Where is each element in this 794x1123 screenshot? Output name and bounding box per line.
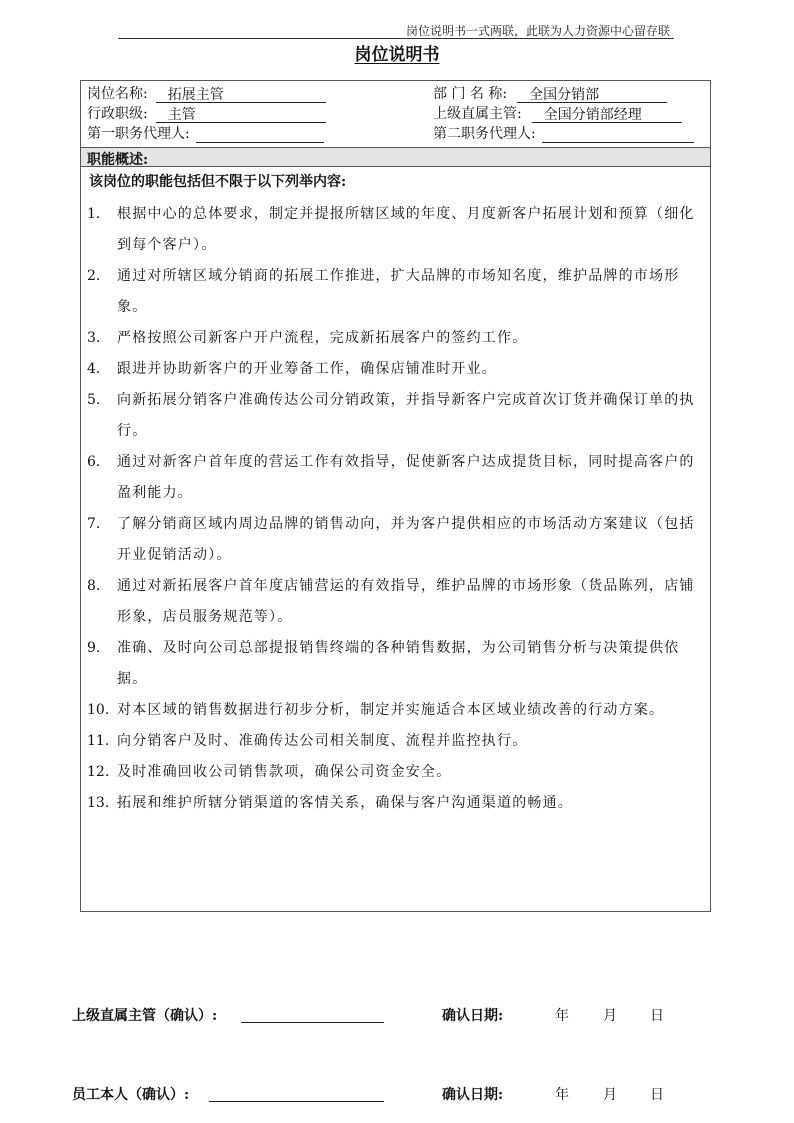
duty-number: 5.	[87, 392, 101, 408]
duty-number: 13.	[87, 795, 110, 811]
supervisor-row	[433, 105, 682, 123]
duty-text: 根据中心的总体要求，制定并提报所辖区域的年度、月度新客户拓展计划和预算（细化到每个客户）。	[117, 206, 695, 253]
duty-item	[87, 757, 705, 788]
header-rule	[118, 38, 674, 39]
duty-text: 严格按照公司新客户开户流程，完成新拓展客户的签约工作。	[117, 330, 528, 346]
employee-confirm-row	[72, 1084, 732, 1104]
duty-number: 6.	[87, 454, 101, 470]
document-title	[0, 40, 794, 65]
deputy2-row	[433, 125, 694, 143]
employee-signature-line[interactable]	[209, 1101, 384, 1102]
employee-confirm-label: 员工本人（确认）:	[72, 1087, 190, 1103]
supervisor-date-day: 日	[650, 1008, 664, 1024]
duty-number: 1.	[87, 206, 101, 222]
duties-section-label: 职能概述:	[87, 152, 149, 168]
duty-text: 向分销客户及时、准确传达公司相关制度、流程并监控执行。	[117, 733, 528, 749]
duty-item	[87, 788, 705, 819]
duty-item	[87, 385, 705, 447]
duty-item	[87, 447, 705, 509]
duty-text: 及时准确回收公司销售款项，确保公司资金安全。	[117, 764, 452, 780]
supervisor-confirm-row	[72, 1005, 732, 1025]
duty-text: 向新拓展分销客户准确传达公司分销政策，并指导新客户完成首次订货并确保订单的执行。	[117, 392, 695, 439]
duty-text: 拓展和维护所辖分销渠道的客情关系，确保与客户沟通渠道的畅通。	[117, 795, 573, 811]
position-name-field[interactable]: 拓展主管	[156, 87, 326, 103]
supervisor-date-label: 确认日期:	[442, 1008, 504, 1024]
employee-date-month: 月	[603, 1087, 617, 1103]
duty-text: 了解分销商区域内周边品牌的销售动向，并为客户提供相应的市场活动方案建议（包括开业促销活动）。	[117, 516, 695, 563]
document-title-text: 岗位说明书	[354, 45, 440, 65]
rank-row	[87, 105, 326, 123]
duty-number: 11.	[87, 733, 110, 749]
duty-item	[87, 261, 705, 323]
duty-item	[87, 509, 705, 571]
supervisor-date-year: 年	[555, 1008, 569, 1024]
duty-text: 通过对新拓展客户首年度店铺营运的有效指导，维护品牌的市场形象（货品陈列，店铺形象，店员服务规范等）。	[117, 578, 695, 625]
duty-item	[87, 323, 705, 354]
duty-number: 9.	[87, 640, 101, 656]
duties-list	[87, 199, 705, 819]
deputy1-row	[87, 125, 324, 143]
duty-number: 8.	[87, 578, 101, 594]
duty-number: 7.	[87, 516, 101, 532]
duties-section-header	[81, 147, 710, 167]
department-row	[433, 85, 667, 103]
header-note: 岗位说明书一式两联，此联为人力资源中心留存联	[406, 24, 671, 38]
rank-label: 行政职级:	[87, 106, 148, 122]
employee-date-label: 确认日期:	[442, 1087, 504, 1103]
department-field[interactable]: 全国分销部	[517, 87, 667, 103]
duty-item	[87, 633, 705, 695]
deputy2-label: 第二职务代理人:	[433, 126, 536, 142]
duty-text: 准确、及时向公司总部提报销售终端的各种销售数据，为公司销售分析与决策提供依据。	[117, 640, 680, 687]
duty-number: 4.	[87, 361, 101, 377]
department-label: 部 门 名 称:	[433, 86, 508, 102]
deputy1-field[interactable]	[196, 127, 324, 143]
duty-number: 2.	[87, 268, 101, 284]
job-description-table	[80, 80, 711, 912]
employee-date-day: 日	[650, 1087, 664, 1103]
employee-date-year: 年	[555, 1087, 569, 1103]
duty-text: 通过对所辖区域分销商的拓展工作推进，扩大品牌的市场知名度，维护品牌的市场形象。	[117, 268, 680, 315]
duty-item	[87, 726, 705, 757]
supervisor-date-month: 月	[603, 1008, 617, 1024]
supervisor-label: 上级直属主管:	[433, 106, 522, 122]
position-name-label: 岗位名称:	[87, 86, 148, 102]
duty-text: 对本区域的销售数据进行初步分析，制定并实施适合本区域业绩改善的行动方案。	[117, 702, 665, 718]
supervisor-field[interactable]: 全国分销部经理	[532, 107, 682, 123]
supervisor-confirm-label: 上级直属主管（确认）:	[72, 1008, 218, 1024]
duty-item	[87, 354, 705, 385]
rank-field[interactable]: 主管	[156, 107, 326, 123]
duty-item	[87, 571, 705, 633]
duty-number: 12.	[87, 764, 110, 780]
duty-item	[87, 199, 705, 261]
position-name-row	[87, 85, 326, 103]
deputy2-field[interactable]	[542, 127, 694, 143]
duty-text: 跟进并协助新客户的开业筹备工作，确保店铺准时开业。	[117, 361, 497, 377]
supervisor-signature-line[interactable]	[241, 1022, 384, 1023]
duty-item	[87, 695, 705, 726]
duty-number: 3.	[87, 330, 101, 346]
duty-text: 通过对新客户首年度的营运工作有效指导，促使新客户达成提货目标，同时提高客户的盈利能力。	[117, 454, 695, 501]
duties-intro: 该岗位的职能包括但不限于以下列举内容:	[89, 174, 347, 190]
deputy1-label: 第一职务代理人:	[87, 126, 190, 142]
duty-number: 10.	[87, 702, 110, 718]
